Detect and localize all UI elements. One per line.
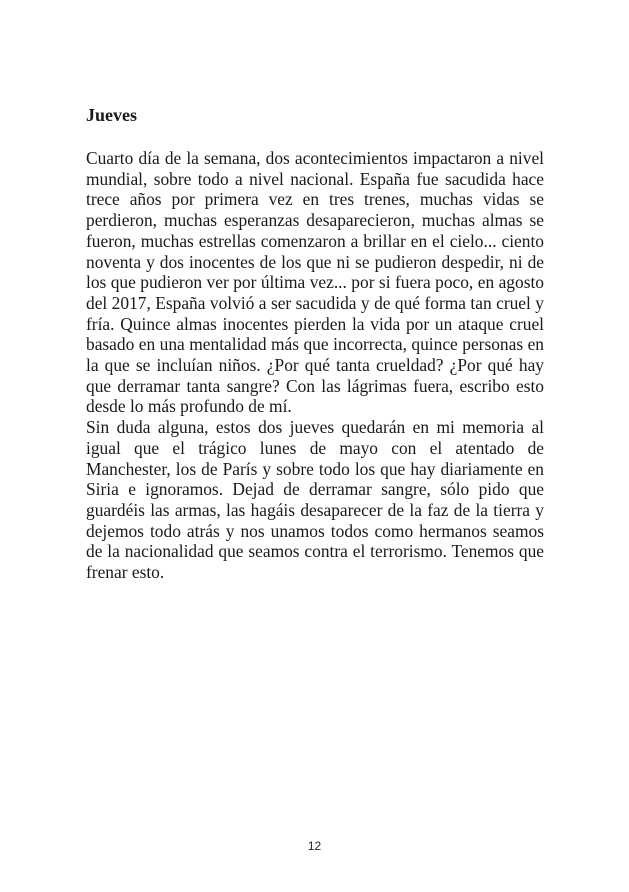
page-number: 12 xyxy=(307,839,322,853)
chapter-title: Jueves xyxy=(86,105,137,125)
paragraph: Sin duda alguna, estos dos jueves quedarán en mi memoria al igual que el trágico lunes de mayo con el atentado de Manchester, los de París y sobre todo los que hay diariamente en Siria e ignoramos. Dejad de derramar sangre, sólo pido que guardéis las armas, las hagáis desaparecer de la faz de la tierra y dejemos todo atrás y nos unamos todos como hermanos seamos de la nacionalidad que seamos contra el terrorismo. Tenemos que frenar esto. xyxy=(86,417,544,583)
chapter-body xyxy=(86,148,544,583)
paragraph: Cuarto día de la semana, dos acontecimientos impactaron a nivel mundial, sobre todo a nivel nacional. España fue sacudida hace trece años por primera vez en tres trenes, muchas vidas se perdieron, muchas esperanzas desaparecieron, muchas almas se fueron, muchas estrellas comenzaron a brillar en el cielo... ciento noventa y dos inocentes de los que ni se pudieron despedir, ni de los que pudieron ver por última vez... por si fuera poco, en agosto del 2017, España volvió a ser sacudida y de qué forma tan cruel y fría. Quince almas inocentes pierden la vida por un ataque cruel basado en una mentalidad más que incorrecta, quince personas en la que se incluían niños. ¿Por qué tanta crueldad? ¿Por qué hay que derramar tanta sangre? Con las lágrimas fuera, escribo esto desde lo más profundo de mí. xyxy=(86,148,544,417)
